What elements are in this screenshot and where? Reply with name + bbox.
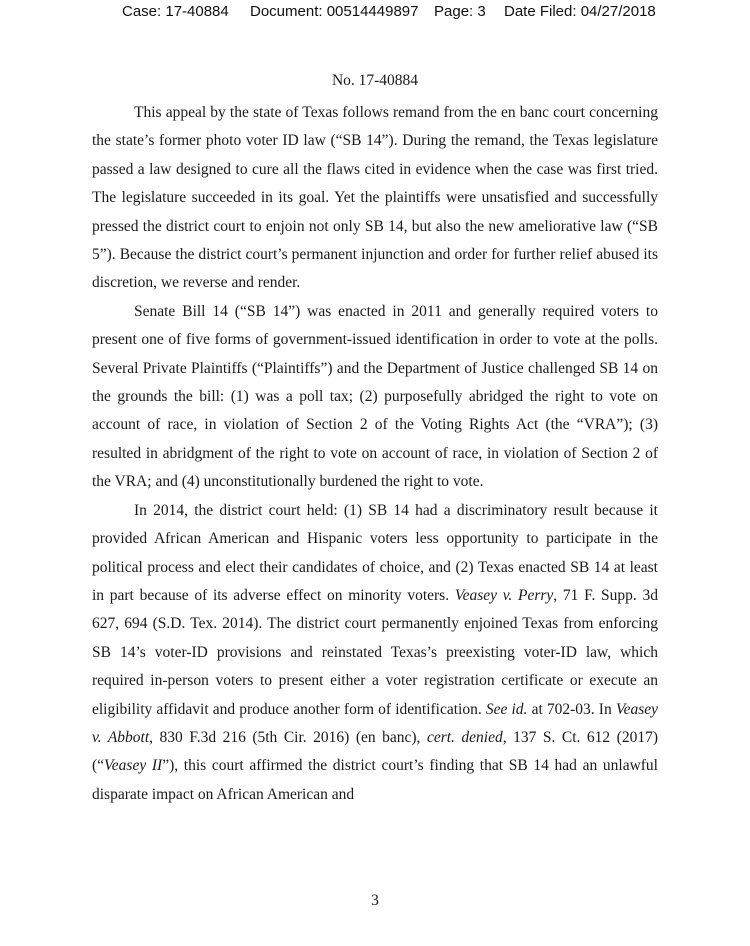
- case-number: No. 17-40884: [331, 72, 419, 89]
- p3-text-3: at 702-03. In: [531, 700, 612, 718]
- header-date-filed: Date Filed: 04/27/2018: [504, 3, 656, 20]
- paragraph-2: Senate Bill 14 (“SB 14”) was enacted in 2011 and generally required voters to present one of five forms of government-issued identification in order to vote at the polls. Several Private Plaintiffs (“Plaintiffs”) and the Department of Justice challenged SB 14 on the grounds the bill: (1) was a poll tax; (2) purposefully abridged the right to vote on account of race, in violation of Section 2 of the Voting Rights Act (the “VRA”); (3) resulted in abridgment of the right to vote on account of race, in violation of Section 2 of the VRA; and (4) unconstitutionally burdened the right to vote.: [92, 302, 658, 491]
- header-page: Page: 3: [434, 3, 486, 20]
- citation-veasey-v-perry: Veasey v. Perry: [454, 586, 554, 604]
- paragraph-1: This appeal by the state of Texas follows remand from the en banc court concerning the state’s former photo voter ID law (“SB 14”). During the remand, the Texas legislature passed a law designed to cure all the flaws cited in evidence when the case was first tried. The legislature succeeded in its goal. Yet the plaintiffs were unsatisfied and successfully pressed the district court to enjoin not only SB 14, but also the new ameliorative law (“SB 5”). Because the district court’s permanent injunction and order for further relief abused its discretion, we reverse and render.: [92, 104, 658, 292]
- header-case: Case: 17-40884: [122, 3, 229, 20]
- p3-text-5: , 137 S. Ct. 612 (2017) (“: [92, 728, 659, 775]
- citation-see-id: See id.: [485, 700, 528, 718]
- citation-veasey-ii: Veasey II: [104, 757, 163, 775]
- p3-text-2: , 71 F. Supp. 3d 627, 694 (S.D. Tex. 2014). The district court permanently enjoined Texas from enforcing SB 14’s voter-ID provisions and reinstated Texas’s preexisting voter-ID law, which required in-person voters to present either a voter registration certificate or execute an eligibility affidavit and produce another form of identification.: [92, 586, 658, 718]
- p3-text-4: , 830 F.3d 216 (5th Cir. 2016) (en banc),: [149, 728, 421, 746]
- body-text: [92, 99, 658, 809]
- citation-cert-denied: cert. denied: [426, 728, 503, 746]
- filing-header: [0, 3, 750, 27]
- page-number: 3: [371, 892, 379, 909]
- p3-text-6: ”), this court affirmed the district court’s finding that SB 14 had an unlawful disparate impact on African American and: [92, 757, 658, 803]
- p3-text-1: In 2014, the district court held: (1) SB 14 had a discriminatory result because it provided African American and Hispanic voters less opportunity to participate in the political process and elect their candidates of choice, and (2) Texas enacted SB 14 at least in part because of its adverse effect on minority voters.: [92, 501, 658, 604]
- citation-veasey-v-abbott: Veasey v. Abbott: [92, 700, 659, 746]
- header-document: Document: 00514449897: [250, 3, 419, 20]
- paragraph-3: [92, 497, 658, 809]
